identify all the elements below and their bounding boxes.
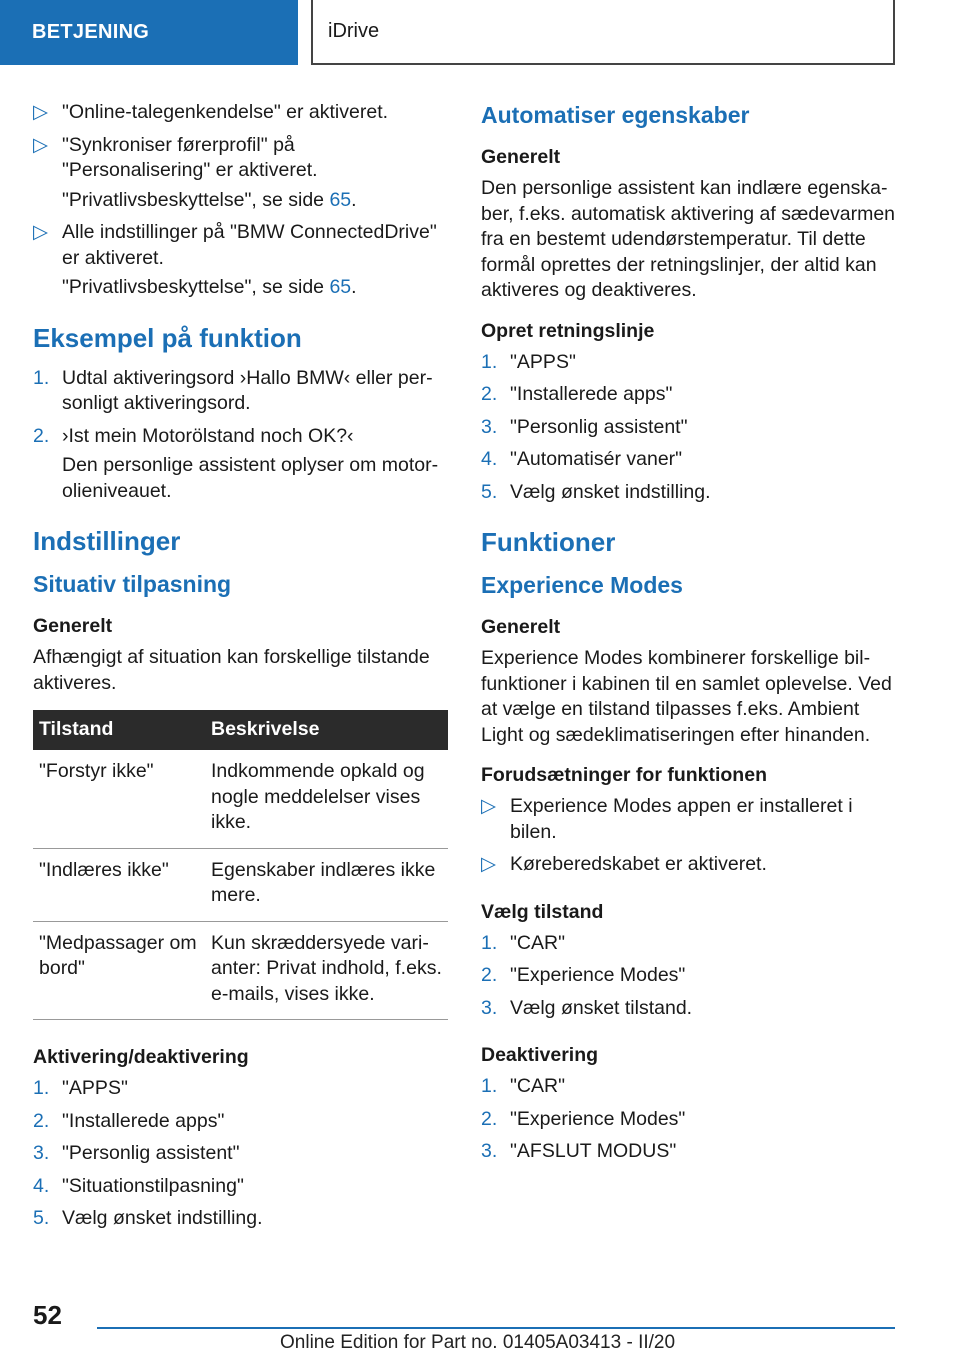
modes-general-heading: Generelt: [481, 616, 561, 638]
list-item: 3. "AFSLUT MODUS": [481, 1140, 677, 1162]
triangle-bullet-icon: ▷: [481, 795, 496, 817]
list-item: 3. "Personlig assistent": [481, 415, 688, 438]
prereq-heading: Forudsætninger for funktionen: [481, 764, 767, 786]
choose-heading: Vælg tilstand: [481, 900, 604, 923]
activation-heading: Aktivering/deaktivering: [33, 1046, 249, 1068]
triangle-bullet-icon: ▷: [33, 101, 48, 123]
cross-reference: "Privatlivsbeskyttelse", se side 65.: [62, 188, 357, 211]
general-text: Afhængigt af situation kan forskellige tilstande aktiveres.: [33, 646, 430, 694]
modes-heading: Experience Modes: [481, 572, 683, 598]
example-steps: [33, 366, 448, 505]
modes-table: [33, 710, 448, 1020]
list-item: 3. "Personlig assistent": [33, 1142, 240, 1164]
list-item: 5. Vælg ønsket indstilling.: [481, 480, 711, 503]
list-item: 2. ›Ist mein Motorölstand noch OK?‹ Den personlige assistent oplyser om motorolieniveauet.: [33, 424, 439, 502]
situativ-heading: Situativ tilpasning: [33, 571, 232, 597]
rule-heading: Opret retningslinje: [481, 319, 655, 342]
general-heading: Generelt: [33, 615, 113, 637]
functions-heading: Funktioner: [481, 527, 616, 557]
prereq-list: [481, 794, 896, 878]
left-column: [33, 100, 448, 1239]
list-item: 4. "Automatisér vaner": [481, 448, 683, 470]
edition-footer: Online Edition for Part no. 01405A03413 - II/20: [280, 1332, 676, 1353]
table-row: "Indlæres ikke" Egenskaber indlæres ikke mere.: [33, 848, 448, 921]
list-item: 1. "CAR": [481, 931, 566, 954]
list-item: 1. Udtal aktiveringsord ›Hallo BMW‹ eller personligt aktiveringsord.: [33, 366, 433, 414]
right-column: [481, 100, 896, 1172]
triangle-bullet-icon: ▷: [33, 133, 48, 156]
table-row: "Forstyr ikke" Indkommende opkald og nogle meddelelser vises ikke.: [33, 750, 448, 848]
list-item: 2. "Installerede apps": [481, 383, 673, 405]
triangle-bullet-icon: ▷: [33, 221, 48, 243]
list-item: 2. "Experience Modes": [481, 1107, 686, 1130]
triangle-bullet-icon: ▷: [481, 853, 496, 875]
list-item: 2. "Installerede apps": [33, 1109, 225, 1132]
list-item: 1. "APPS": [481, 350, 576, 373]
list-item: ▷ Alle indstillinger på "BMW ConnectedDrive" er aktiveret. "Privatlivsbeskyttelse", se side 65.: [33, 220, 448, 301]
example-heading: Eksempel på funktion: [33, 322, 302, 353]
list-item: 3. Vælg ønsket tilstand.: [481, 996, 693, 1019]
general-text: Den personlige assistent kan indlære egenskaber, f.eks. automatisk aktivering af sædevarmen fra en bestemt udendørstemperatur. Til dette formål oprettes der retningslinjer, der altid kan aktiveres og deaktiveres.: [481, 177, 896, 301]
activation-steps: [33, 1076, 448, 1232]
modes-general-text: Experience Modes kombinerer forskellige bilfunktioner i kabinen til en samlet oplevelse. Ved at vælge en tilstand tilpasses f.eks. Ambient Light og sædeklimatiseringen efter hinanden.: [481, 647, 892, 746]
cross-reference: "Privatlivsbeskyttelse", se side 65.: [62, 276, 357, 298]
section-tab: BETJENING: [0, 0, 298, 65]
page-number: 52: [33, 1300, 62, 1330]
deact-heading: Deaktivering: [481, 1044, 599, 1066]
list-item: ▷ Køreberedskabet er aktiveret.: [481, 852, 896, 878]
list-item: 1. "APPS": [33, 1077, 128, 1099]
auto-heading: Automatiser egenskaber: [481, 102, 750, 128]
list-item: 2. "Experience Modes": [481, 964, 686, 986]
rule-steps: [481, 350, 896, 506]
list-item: 4. "Situationstilpasning": [33, 1174, 244, 1197]
footer-divider: [97, 1327, 895, 1329]
requirements-list: [33, 100, 448, 301]
list-item: 5. Vælg ønsket indstilling.: [33, 1207, 263, 1229]
general-heading: Generelt: [481, 146, 561, 168]
table-header: Beskrivelse: [205, 710, 448, 750]
page-link[interactable]: 65: [329, 188, 352, 211]
table-header: Tilstand: [33, 710, 205, 750]
deact-steps: [481, 1074, 896, 1165]
list-item: ▷ "Online-talegenkendelse" er aktiveret.: [33, 100, 448, 126]
page-link[interactable]: 65: [329, 276, 352, 298]
settings-heading: Indstillinger: [33, 526, 181, 556]
table-row: "Medpassager om bord" Kun skræddersyede varianter: Privat indhold, f.eks. e-mails, vises ikke.: [33, 921, 448, 1020]
list-item: ▷ "Synkroniser førerprofil" på "Personalisering" er aktiveret. "Privatlivsbeskyttelse", se side 65.: [33, 133, 448, 214]
list-item: 1. "CAR": [481, 1075, 566, 1097]
chapter-title: iDrive: [311, 0, 895, 65]
choose-steps: [481, 931, 896, 1022]
list-item: ▷ Experience Modes appen er installeret i bilen.: [481, 795, 853, 843]
